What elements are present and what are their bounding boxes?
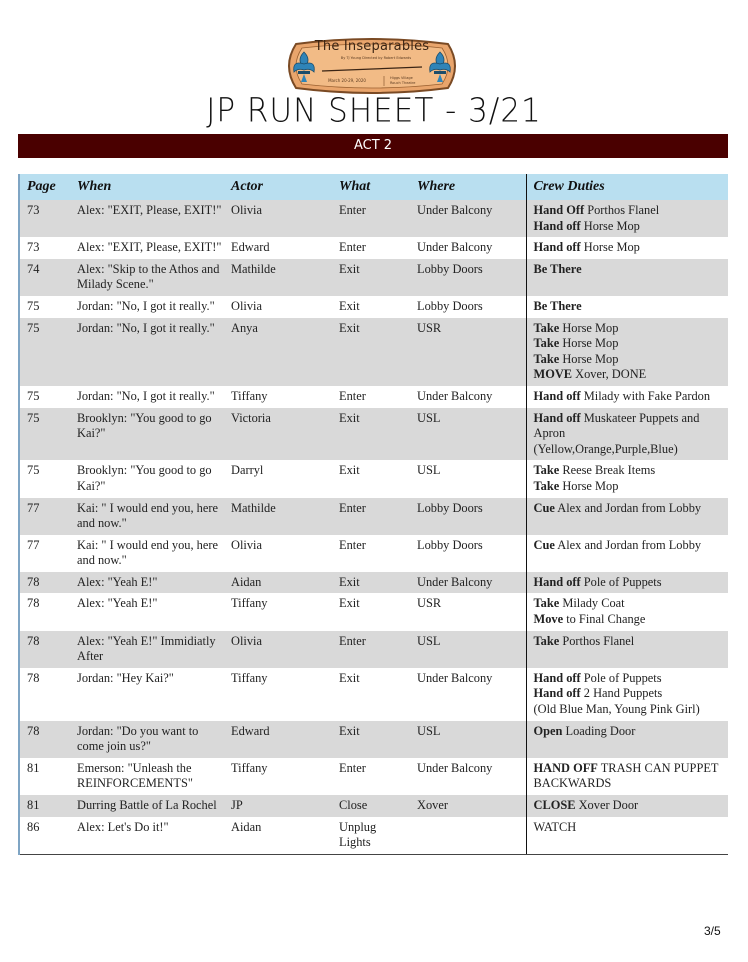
table-row	[20, 795, 728, 817]
cell-crew-duties	[526, 408, 728, 461]
table-row	[20, 572, 728, 594]
duty-line	[534, 240, 729, 256]
table-row	[20, 817, 728, 855]
duty-line	[534, 299, 729, 315]
cell-when: Alex: "Yeah E!" Immidiatly After	[70, 631, 224, 668]
cell-crew-duties	[526, 758, 728, 795]
duty-line	[534, 686, 729, 702]
show-logo	[282, 38, 462, 94]
duty-action: Be There	[533, 298, 582, 313]
cell-when: Brooklyn: "You good to go Kai?"	[70, 460, 224, 497]
cell-crew-duties	[526, 795, 728, 817]
duty-detail: (Yellow,Orange,Purple,Blue)	[533, 441, 678, 456]
table-header-row	[20, 174, 728, 200]
duty-detail: Horse Mop	[559, 320, 619, 335]
cell-actor: Tiffany	[224, 386, 332, 408]
table-body	[20, 200, 728, 854]
cell-when: Alex: "EXIT, Please, EXIT!"	[70, 237, 224, 259]
cell-what: Exit	[332, 259, 410, 296]
header-page: Page	[20, 174, 70, 200]
cell-actor: Olivia	[224, 296, 332, 318]
table-row	[20, 237, 728, 259]
cell-actor: Tiffany	[224, 758, 332, 795]
duty-line	[534, 463, 729, 479]
cell-actor: Anya	[224, 318, 332, 386]
cell-when: Jordan: "No, I got it really."	[70, 318, 224, 386]
cell-where	[410, 817, 526, 855]
cell-crew-duties	[526, 593, 728, 630]
cell-when: Kai: " I would end you, here and now."	[70, 535, 224, 572]
duty-detail: Milady Coat	[559, 596, 625, 611]
duty-detail: Horse Mop	[559, 478, 619, 493]
cell-where: Under Balcony	[410, 237, 526, 259]
header-actor: Actor	[224, 174, 332, 200]
duty-detail: Reese Break Items	[559, 463, 656, 478]
cell-when: Jordan: "No, I got it really."	[70, 386, 224, 408]
duty-detail: Horse Mop	[559, 336, 619, 351]
cell-when: Jordan: "No, I got it really."	[70, 296, 224, 318]
duty-detail: Xover, DONE	[572, 367, 647, 382]
duty-detail: Horse Mop	[559, 351, 619, 366]
cell-actor: Olivia	[224, 631, 332, 668]
cell-what: Enter	[332, 758, 410, 795]
table-row	[20, 318, 728, 386]
cell-where: USL	[410, 721, 526, 758]
duty-detail: Milady with Fake Pardon	[580, 388, 711, 403]
duty-action: Hand off	[533, 240, 581, 255]
duty-detail: (Old Blue Man, Young Pink Girl)	[533, 702, 700, 717]
cell-page: 78	[20, 631, 70, 668]
cell-page: 73	[20, 200, 70, 237]
cell-crew-duties	[526, 259, 728, 296]
duty-line	[534, 596, 729, 612]
duty-action: Cue	[533, 537, 555, 552]
header-what: What	[332, 174, 410, 200]
logo-credit: By TJ Young Directed by Robert Edwards	[340, 56, 412, 60]
duty-detail: Horse Mop	[580, 240, 640, 255]
cell-where: Under Balcony	[410, 668, 526, 721]
cell-when: Brooklyn: "You good to go Kai?"	[70, 408, 224, 461]
duty-action: Take	[533, 336, 560, 351]
header-when: When	[70, 174, 224, 200]
cell-actor: Tiffany	[224, 668, 332, 721]
table-row	[20, 386, 728, 408]
cell-page: 75	[20, 318, 70, 386]
cell-page: 78	[20, 572, 70, 594]
duty-detail: TRASH CAN PUPPET BACKWARDS	[533, 760, 719, 791]
duty-line	[534, 262, 729, 278]
duty-action: Cue	[533, 500, 555, 515]
duty-action: Hand Off	[533, 203, 585, 217]
duty-action: Open	[533, 723, 563, 738]
cell-actor: Edward	[224, 721, 332, 758]
cell-actor: Olivia	[224, 535, 332, 572]
cell-where: USL	[410, 460, 526, 497]
cell-actor: Mathilde	[224, 498, 332, 535]
table-row	[20, 593, 728, 630]
duty-detail: Porthos Flanel	[559, 633, 635, 648]
act-banner: ACT 2	[18, 134, 728, 158]
duty-action: Take	[533, 463, 560, 478]
cell-crew-duties	[526, 498, 728, 535]
cell-what: Enter	[332, 498, 410, 535]
cell-page: 77	[20, 498, 70, 535]
logo-venue: Higgs Village Rouch Theatre	[390, 76, 416, 85]
duty-detail: Pole of Puppets	[580, 670, 662, 685]
table-row	[20, 631, 728, 668]
table-row	[20, 200, 728, 237]
duty-action: MOVE	[533, 367, 573, 382]
duty-action: Take	[533, 320, 560, 335]
duty-action: Hand off	[533, 670, 581, 685]
cell-when: Jordan: "Do you want to come join us?"	[70, 721, 224, 758]
duty-action: Take	[533, 351, 560, 366]
cell-page: 75	[20, 386, 70, 408]
cell-crew-duties	[526, 386, 728, 408]
cell-when: Jordan: "Hey Kai?"	[70, 668, 224, 721]
cell-page: 78	[20, 668, 70, 721]
duty-detail: to Final Change	[563, 612, 646, 627]
duty-line	[534, 219, 729, 235]
cell-page: 78	[20, 721, 70, 758]
cell-page: 77	[20, 535, 70, 572]
cell-what: Exit	[332, 721, 410, 758]
cell-crew-duties	[526, 318, 728, 386]
cell-what: Exit	[332, 296, 410, 318]
logo-dates: March 20-29, 2020	[328, 78, 366, 83]
duty-action: Take	[533, 596, 560, 611]
cell-where: Under Balcony	[410, 386, 526, 408]
duty-line	[534, 352, 729, 368]
duty-line	[534, 389, 729, 405]
cell-where: Lobby Doors	[410, 259, 526, 296]
duty-action: Be There	[533, 261, 582, 276]
page-title: JP RUN SHEET - 3/21	[206, 92, 542, 130]
cell-what: Exit	[332, 460, 410, 497]
cell-what: Enter	[332, 386, 410, 408]
cell-crew-duties	[526, 668, 728, 721]
run-sheet-table	[20, 174, 728, 855]
cell-when: Alex: "Skip to the Athos and Milady Scene."	[70, 259, 224, 296]
duty-action: Hand off	[533, 574, 581, 589]
table-row	[20, 296, 728, 318]
cell-page: 75	[20, 408, 70, 461]
cell-what: Exit	[332, 408, 410, 461]
cell-what: Exit	[332, 572, 410, 594]
cell-crew-duties	[526, 631, 728, 668]
cell-page: 81	[20, 795, 70, 817]
duty-action: Take	[533, 633, 560, 648]
duty-detail: Porthos Flanel	[584, 203, 660, 217]
cell-where: USL	[410, 408, 526, 461]
cell-what: Enter	[332, 200, 410, 237]
duty-action: Take	[533, 478, 560, 493]
cell-actor: Aidan	[224, 817, 332, 855]
cell-crew-duties	[526, 296, 728, 318]
duty-line	[534, 203, 729, 219]
cell-when: Alex: "EXIT, Please, EXIT!"	[70, 200, 224, 237]
cell-crew-duties	[526, 535, 728, 572]
duty-action: Hand off	[533, 410, 581, 425]
duty-detail: WATCH	[533, 819, 577, 834]
cell-page: 73	[20, 237, 70, 259]
duty-action: Move	[533, 612, 564, 627]
cell-where: Lobby Doors	[410, 296, 526, 318]
duty-line	[534, 411, 729, 442]
duty-action: Hand off	[533, 686, 581, 701]
cell-page: 86	[20, 817, 70, 855]
cell-actor: Aidan	[224, 572, 332, 594]
cell-actor: Darryl	[224, 460, 332, 497]
duty-line	[534, 321, 729, 337]
table-row	[20, 535, 728, 572]
cell-where: Under Balcony	[410, 200, 526, 237]
cell-crew-duties	[526, 817, 728, 855]
cell-page: 78	[20, 593, 70, 630]
duty-line	[534, 612, 729, 628]
cell-where: Xover	[410, 795, 526, 817]
cell-where: USL	[410, 631, 526, 668]
cell-what: Exit	[332, 593, 410, 630]
duty-action: Hand off	[533, 388, 581, 403]
cell-actor: Edward	[224, 237, 332, 259]
table-row	[20, 460, 728, 497]
cell-crew-duties	[526, 721, 728, 758]
cell-where: USR	[410, 318, 526, 386]
header-where: Where	[410, 174, 526, 200]
duty-line	[534, 442, 729, 458]
cell-crew-duties	[526, 200, 728, 237]
cell-crew-duties	[526, 460, 728, 497]
cell-where: Under Balcony	[410, 758, 526, 795]
duty-line	[534, 367, 729, 383]
duty-detail: Horse Mop	[580, 218, 640, 233]
cell-what: Enter	[332, 237, 410, 259]
cell-what: Exit	[332, 318, 410, 386]
cell-actor: Mathilde	[224, 259, 332, 296]
cell-when: Durring Battle of La Rochel	[70, 795, 224, 817]
cell-crew-duties	[526, 237, 728, 259]
cell-page: 81	[20, 758, 70, 795]
page-number: 3/5	[704, 924, 721, 938]
header-crew-duties: Crew Duties	[526, 174, 728, 200]
table-row	[20, 408, 728, 461]
cell-actor: JP	[224, 795, 332, 817]
duty-detail: 2 Hand Puppets	[580, 686, 663, 701]
duty-line	[534, 724, 729, 740]
table-row	[20, 721, 728, 758]
table-row	[20, 668, 728, 721]
table-row	[20, 498, 728, 535]
cell-what: Enter	[332, 631, 410, 668]
cell-actor: Tiffany	[224, 593, 332, 630]
duty-detail: Alex and Jordan from Lobby	[554, 537, 702, 552]
cell-actor: Olivia	[224, 200, 332, 237]
cell-where: Under Balcony	[410, 572, 526, 594]
duty-line	[534, 575, 729, 591]
duty-action: Hand off	[533, 218, 581, 233]
duty-detail: Muskateer Puppets and Apron	[533, 410, 700, 441]
duty-detail: Xover Door	[575, 798, 639, 812]
cell-what: Close	[332, 795, 410, 817]
cell-page: 75	[20, 460, 70, 497]
run-sheet-table-wrapper	[18, 174, 728, 855]
table-row	[20, 259, 728, 296]
duty-line	[534, 479, 729, 495]
duty-detail: Loading Door	[562, 723, 636, 738]
cell-what: Unplug Lights	[332, 817, 410, 855]
cell-where: USR	[410, 593, 526, 630]
duty-line	[534, 336, 729, 352]
cell-when: Kai: " I would end you, here and now."	[70, 498, 224, 535]
duty-detail: Pole of Puppets	[580, 574, 662, 589]
cell-when: Emerson: "Unleash the REINFORCEMENTS"	[70, 758, 224, 795]
duty-line	[534, 634, 729, 650]
duty-line	[534, 820, 729, 836]
cell-page: 75	[20, 296, 70, 318]
duty-action: HAND OFF	[533, 760, 598, 775]
duty-line	[534, 671, 729, 687]
duty-line	[534, 702, 729, 718]
duty-detail: Alex and Jordan from Lobby	[554, 500, 702, 515]
duty-line	[534, 798, 729, 814]
cell-page: 74	[20, 259, 70, 296]
cell-where: Lobby Doors	[410, 498, 526, 535]
cell-what: Exit	[332, 668, 410, 721]
cell-when: Alex: "Yeah E!"	[70, 572, 224, 594]
cell-when: Alex: Let's Do it!"	[70, 817, 224, 855]
cell-when: Alex: "Yeah E!"	[70, 593, 224, 630]
duty-line	[534, 761, 729, 792]
cell-what: Enter	[332, 535, 410, 572]
cell-actor: Victoria	[224, 408, 332, 461]
cell-crew-duties	[526, 572, 728, 594]
table-row	[20, 758, 728, 795]
cell-where: Lobby Doors	[410, 535, 526, 572]
duty-action: CLOSE	[533, 798, 576, 812]
duty-line	[534, 501, 729, 517]
duty-line	[534, 538, 729, 554]
logo-title: The Inseparables	[314, 39, 430, 54]
